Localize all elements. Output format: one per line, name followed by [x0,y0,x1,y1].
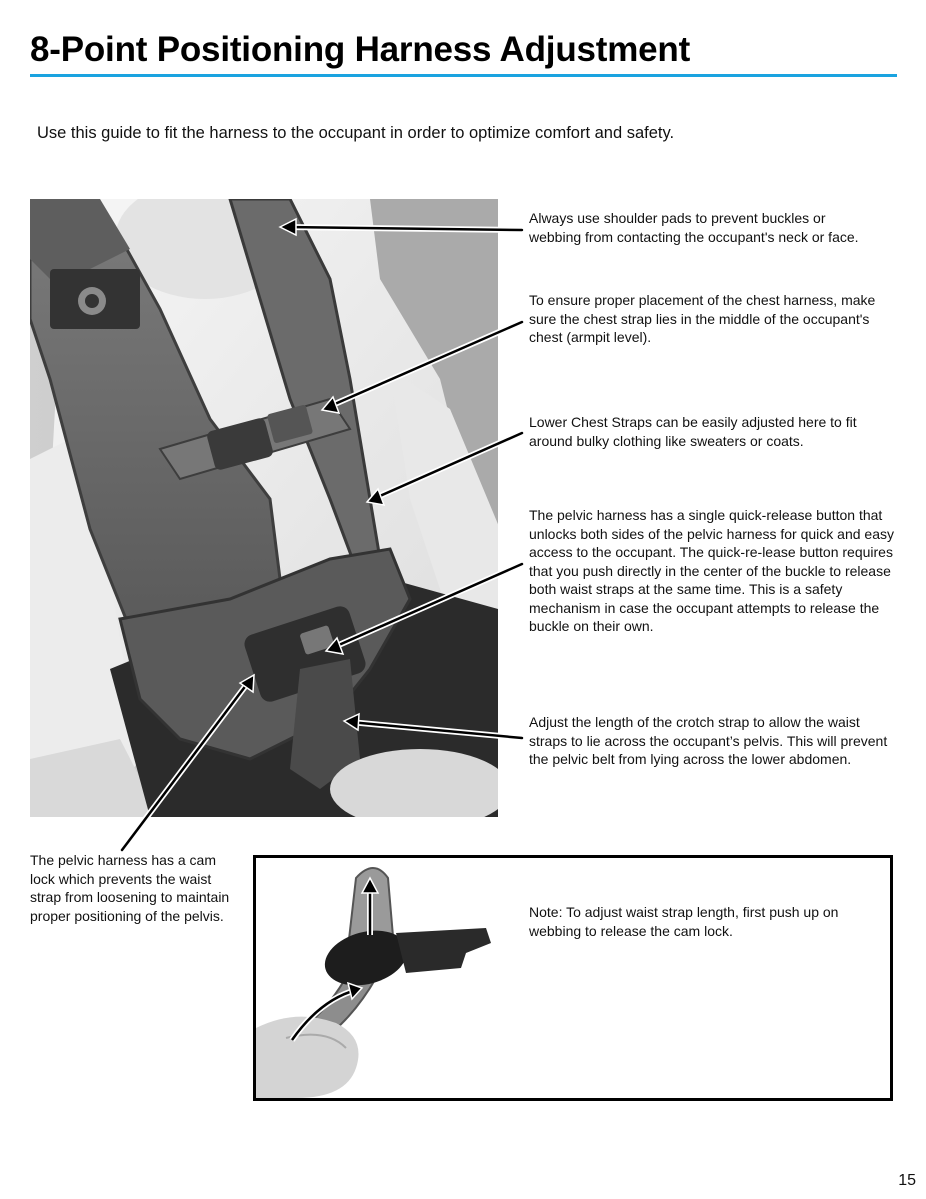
harness-photo [30,199,498,817]
page-number: 15 [898,1172,916,1189]
page-title: 8-Point Positioning Harness Adjustment [30,30,691,69]
cam-lock-note: Note: To adjust waist strap length, first push up on webbing to release the cam lock. [529,904,839,939]
lower-chest-callout: Lower Chest Straps can be easily adjusted here to fit around bulky clothing like sweaters or coats. [529,414,857,449]
intro-text: Use this guide to fit the harness to the occupant in order to optimize comfort and safety. [37,124,675,142]
cam-lock-inset [253,855,893,1101]
shoulder-pads-callout: Always use shoulder pads to prevent buckles or webbing from contacting the occupant's neck or face. [529,210,859,245]
crotch-strap-callout: Adjust the length of the crotch strap to allow the waist straps to lie across the occupant’s pelvis. This will prevent the pelvic belt from lying across the lower abdomen. [529,714,888,767]
chest-harness-callout: To ensure proper placement of the chest harness, make sure the chest strap lies in the middle of the occupant's chest (armpit level). [529,292,876,345]
cam-lock-photo [256,858,506,1098]
pelvic-release-callout: The pelvic harness has a single quick-release button that unlocks both sides of the pelvic harness for quick and easy access to the occupant. The quick-re-lease button requires that you push directly in the center of the buckle to release both waist straps at the same time. This is a safety mechanism in case the occupant attempts to release the buckle on their own. [529,507,894,634]
title-divider [30,74,897,77]
cam-lock-callout: The pelvic harness has a cam lock which prevents the waist strap from loosening to maintain proper positioning of the pelvis. [30,852,230,924]
